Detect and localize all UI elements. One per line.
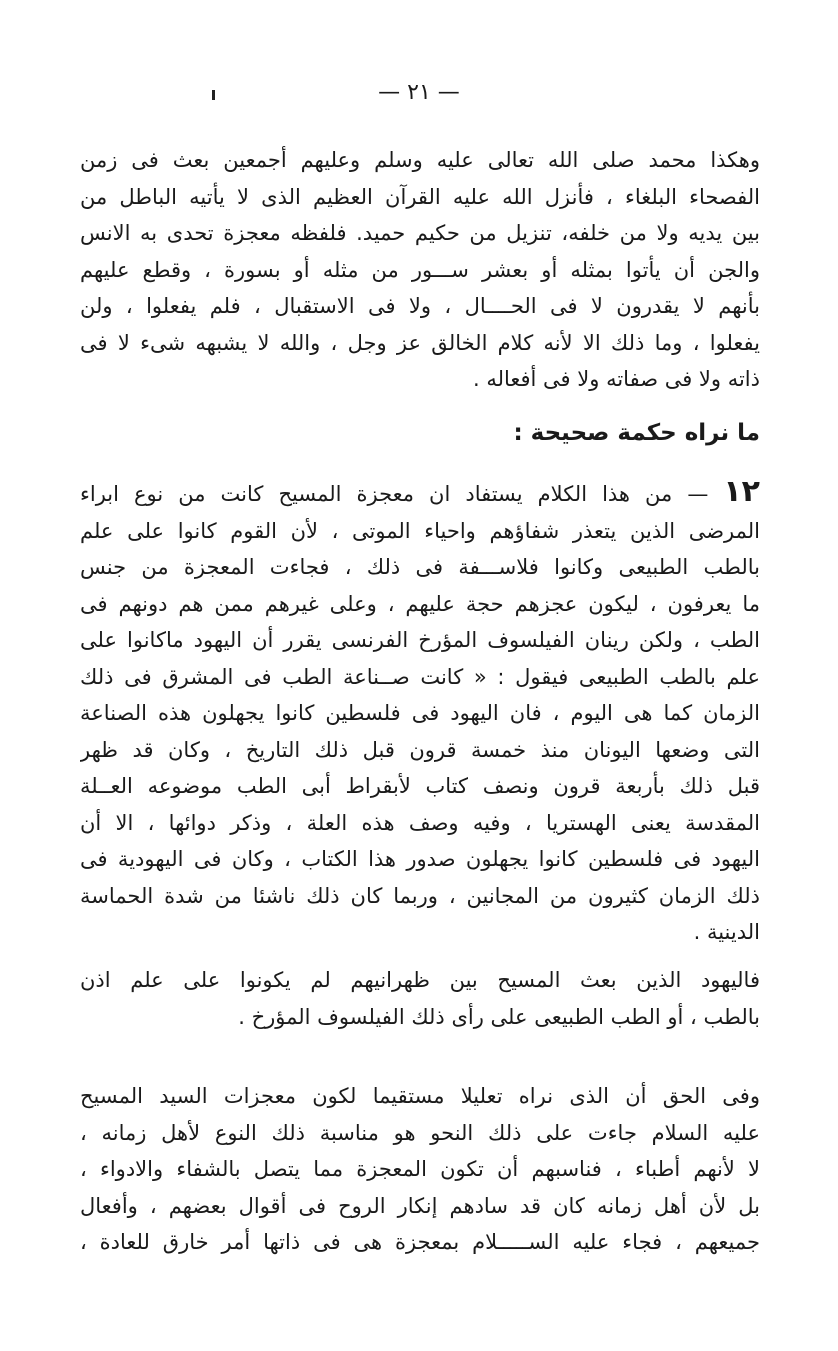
- text-line: الطب ، ولكن رينان الفيلسوف المؤرخ الفرنسى يقرر أن اليهود ماكانوا على: [80, 628, 760, 652]
- text-line: بالطب ، أو الطب الطبيعى على رأى ذلك الفيلسوف المؤرخ .: [238, 1004, 760, 1029]
- text-line: الدينية .: [693, 920, 760, 944]
- text-line: بأنهم لا يقدرون لا فى الحــــال ، ولا فى الاستقبال ، فلم يفعلوا ، ولن: [80, 294, 760, 318]
- text-line: لا لأنهم أطباء ، فناسبهم أن تكون المعجزة مما يتصل بالشفاء والادواء ،: [80, 1157, 760, 1181]
- text-line: فاليهود الذين بعث المسيح بين ظهرانيهم لم يكونوا على علم اذن: [80, 968, 760, 992]
- text-line: يفعلوا ، وما ذلك الا لأنه كلام الخالق عز وجل ، والله لا يشبهه شىء لا فى: [80, 330, 760, 355]
- text-line: المرضى الذين يتعذر شفاؤهم واحياء الموتى ، لأن القوم كانوا على علم: [80, 518, 760, 543]
- text-line: بين يديه ولا من خلفه، تنزيل من حكيم حميد. فلفظه معجزة تحدى به الانس: [80, 221, 760, 245]
- text-line: الزمان كما هى اليوم ، فان اليهود فى فلسطين كانوا يجهلون هذه الصناعة: [80, 701, 760, 725]
- paragraph-conclusion: [80, 962, 760, 1035]
- paragraph-truth: [80, 1078, 760, 1261]
- text-line-content: — من هذا الكلام يستفاد ان معجزة المسيح كانت من نوع ابراء: [80, 482, 709, 506]
- text-line: اليهود فى فلسطين كانوا يجهلون صدور هذا الكتاب ، وكان فى اليهودية فى: [80, 847, 760, 871]
- text-line: ذلك الزمان كثيرون من المجانين ، وربما كان ذلك ناشئا من شدة الحماسة: [80, 883, 760, 908]
- paragraph-numbered: [80, 474, 760, 951]
- paragraph-number: ١٢: [723, 474, 760, 509]
- paragraph-intro: [80, 142, 760, 398]
- text-line: والجن أن يأتوا بمثله أو بعشر ســـور من مثله أو بسورة ، وقطع عليهم: [80, 257, 760, 282]
- text-line: وهكذا محمد صلى الله تعالى عليه وسلم وعليهم أجمعين بعث فى زمن: [80, 148, 760, 172]
- text-line: جميعهم ، فجاء عليه الســـــلام بمعجزة هى فى ذاتها أمر خارق للعادة ،: [80, 1230, 760, 1254]
- text-line: المقدسة يعنى الهستريا ، وفيه وصف هذه العلة ، وذكر دوائها ، الا أن: [80, 810, 760, 835]
- stray-ink-mark: [212, 90, 215, 100]
- text-line: ذاته ولا فى صفاته ولا فى أفعاله .: [472, 367, 760, 391]
- section-heading: ما نراه حكمة صحيحة :: [513, 420, 760, 446]
- text-line: بل لأن أهل زمانه كان قد سادهم إنكار الروح فى أقوال بعضهم ، وأفعال: [80, 1193, 760, 1218]
- page-number: — ٢١ —: [378, 80, 460, 105]
- text-line: علم بالطب الطبيعى فيقول : « كانت صــناعة الطب فى المشرق فى ذلك: [80, 664, 760, 689]
- text-line: قبل ذلك بأربعة قرون ونصف كتاب لأبقراط أبى الطب موضوعه العــلة: [80, 774, 760, 798]
- text-line: [80, 474, 760, 513]
- text-line: الفصحاء البلغاء ، فأنزل الله عليه القرآن العظيم الذى لا يأتيه الباطل من: [80, 184, 760, 209]
- text-line: عليه السلام جاءت على ذلك النحو هو مناسبة ذلك النوع لأهل زمانه ،: [80, 1120, 760, 1145]
- text-line: ما يعرفون ، ليكون عجزهم حجة عليهم ، وعلى غيرهم ممن هم دونهم فى: [80, 591, 760, 616]
- text-line: وفى الحق أن الذى نراه تعليلا مستقيما لكون معجزات السيد المسيح: [80, 1084, 760, 1108]
- text-line: التى وضعها اليونان منذ خمسة قرون قبل ذلك التاريخ ، وكان قد ظهر: [80, 737, 760, 762]
- text-line: بالطب الطبيعى وكانوا فلاســـفة فى ذلك ، فجاءت المعجزة من جنس: [80, 555, 760, 579]
